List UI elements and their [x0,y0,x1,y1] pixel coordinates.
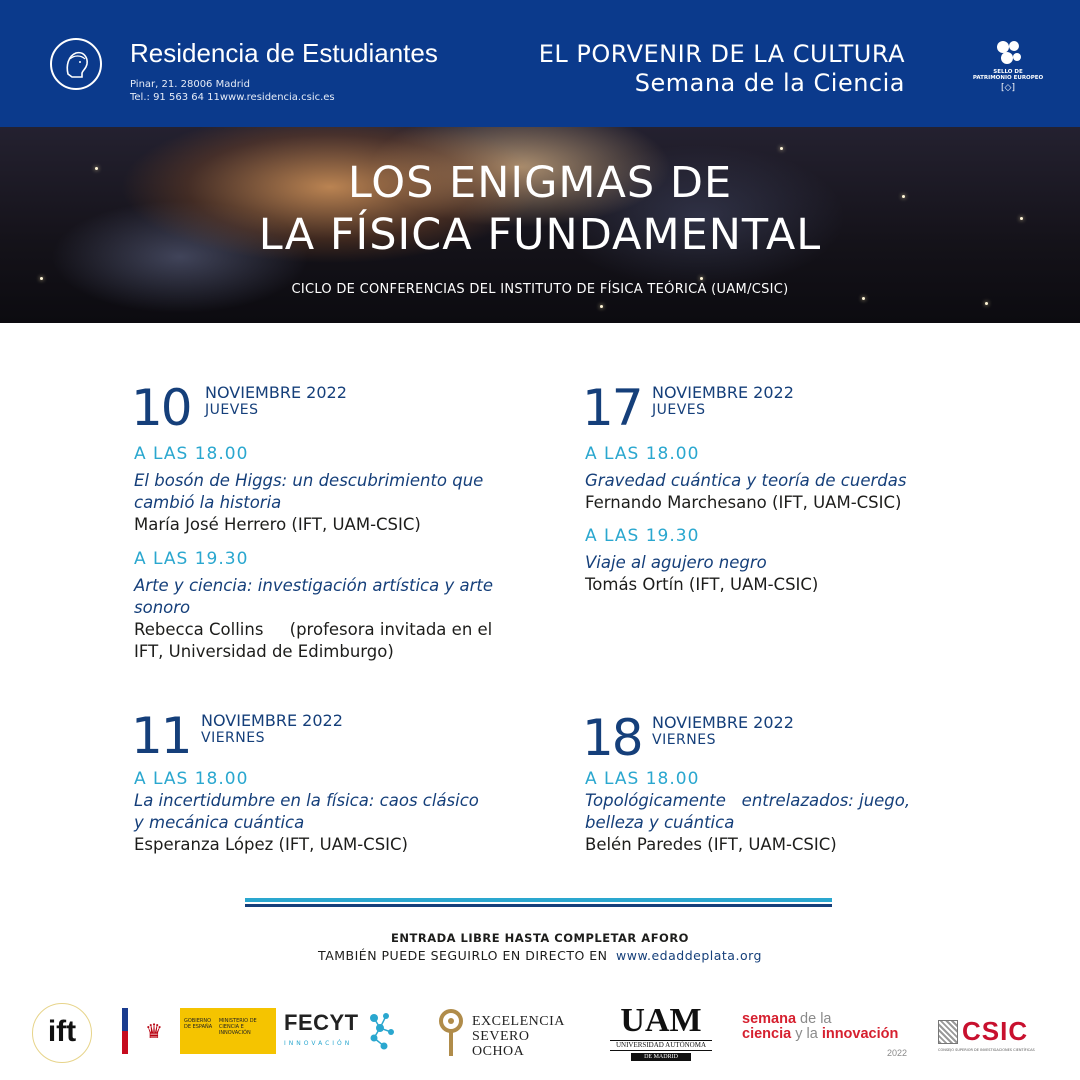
severo-ochoa-logo [438,1008,573,1060]
event-month: NOVIEMBRE 2022 [652,713,794,732]
talk-speaker: Fernando Marchesano (IFT, UAM-CSIC) [585,493,902,512]
innovacion-word: innovación [821,1026,899,1042]
talk-title: El bosón de Higgs: un descubrimiento que cambió la historia [134,471,484,512]
star [40,277,43,280]
severo-line-1: EXCELENCIA [472,1014,565,1029]
talk-speaker: Belén Paredes (IFT, UAM-CSIC) [585,835,837,854]
talk-item [134,768,524,856]
talk-item [134,443,524,536]
event-day-11 [131,707,531,871]
event-weekday: JUEVES [652,402,706,418]
talk-time: A LAS 18.00 [134,769,249,789]
divider-rule [245,898,832,907]
event-day-number: 10 [131,379,191,437]
fecyt-wordmark: FECYT [284,1010,359,1035]
severo-ochoa-text [472,1014,565,1059]
star [700,277,703,280]
talk-speaker: Rebecca Collins (profesora invitada en el IFT, Universidad de Edimburgo) [134,620,498,661]
institution-address [130,78,335,104]
heritage-label-badge [968,38,1048,93]
institution-name: Residencia de Estudiantes [130,38,438,68]
event-month: NOVIEMBRE 2022 [201,711,343,730]
talk-item [585,768,975,856]
talk-speaker: Esperanza López (IFT, UAM-CSIC) [134,835,408,854]
csic-wordmark: CSIC [962,1016,1029,1046]
stream-link[interactable]: www.edaddeplata.org [616,948,762,963]
residencia-logo [50,38,102,90]
semana-word: semana [742,1011,797,1027]
uam-wordmark: UAM [620,1002,702,1039]
event-day-number: 17 [582,379,642,437]
talk-title: Topológicamente entrelazados: juego, belleza y cuántica [585,791,916,832]
talk-title: Viaje al agujero negro [585,553,767,572]
uam-city: DE MADRID [631,1053,691,1061]
semana-connector-2: y la [795,1026,818,1042]
fecyt-tagline: INNOVACIÓN [284,1040,353,1047]
severo-ochoa-emblem-icon [438,1008,464,1060]
stream-note [0,948,1080,963]
uam-logo [610,1004,712,1060]
csic-crest-icon [938,1020,958,1044]
event-day-17 [582,379,982,613]
ministerio-label: MINISTERIO DE CIENCIA E INNOVACIÓN [218,1018,257,1036]
semana-connector: de la [800,1011,832,1027]
talk-time: A LAS 18.00 [585,444,700,464]
talk-item [134,548,524,663]
talk-time: A LAS 18.00 [134,444,249,464]
hero-banner [0,127,1080,323]
athena-head-icon [54,42,98,86]
badge-line-2: PATRIMONIO EUROPEO [972,75,1044,81]
address-line: Pinar, 21. 28006 Madrid [130,79,250,90]
event-weekday: VIERNES [652,732,716,748]
contact-line: Tel.: 91 563 64 11www.residencia.csic.es [130,92,335,103]
talk-speaker: María José Herrero (IFT, UAM-CSIC) [134,515,421,534]
event-weekday: VIERNES [201,730,265,746]
spain-coat-of-arms-icon: ♛ [128,1008,180,1054]
event-day-number: 18 [582,709,642,767]
event-month: NOVIEMBRE 2022 [205,383,347,402]
event-month: NOVIEMBRE 2022 [652,383,794,402]
severo-line-2: SEVERO [472,1029,530,1044]
gobierno-logo [122,1008,276,1054]
semana-year: 2022 [886,1048,907,1058]
header-bar [0,0,1080,127]
badge-line-1: SELLO DE [993,69,1023,75]
star [862,297,865,300]
fecyt-logo [284,1010,396,1054]
ift-logo: ift [32,1003,92,1063]
ministry-label [180,1008,276,1054]
talk-time: A LAS 18.00 [585,769,700,789]
star [780,147,783,150]
talk-title: Gravedad cuántica y teoría de cuerdas [585,471,907,490]
event-day-10 [131,379,531,673]
talk-title: Arte y ciencia: investigación artística y arte sonoro [134,576,493,617]
talk-time: A LAS 19.30 [585,526,700,546]
severo-line-3: OCHOA [472,1044,525,1059]
semana-ciencia-logo [742,1012,912,1060]
banner-title [0,157,1080,261]
stream-text: TAMBIÉN PUEDE SEGUIRLO EN DIRECTO EN [318,948,608,963]
csic-logo [938,1016,1052,1054]
csic-fullname: CONSEJO SUPERIOR DE INVESTIGACIONES CIENTÍFICAS [938,1048,1035,1052]
talk-time: A LAS 19.30 [134,549,249,569]
heritage-flower-icon [993,38,1023,66]
gobierno-label: GOBIERNO DE ESPAÑA [184,1018,213,1030]
star [600,305,603,308]
talk-title: La incertidumbre en la física: caos clásico y mecánica cuántica [134,791,479,832]
series-subtitle: Semana de la Ciencia [634,69,905,97]
star [985,302,988,305]
admission-note: ENTRADA LIBRE HASTA COMPLETAR AFORO [391,931,689,945]
banner-title-line-1: LOS ENIGMAS DE [347,158,733,208]
molecule-icon [366,1010,396,1054]
series-title: EL PORVENIR DE LA CULTURA [538,40,905,68]
badge-mark-icon: [◇] [1001,83,1015,93]
banner-subtitle: CICLO DE CONFERENCIAS DEL INSTITUTO DE FÍSICA TEÓRICA (UAM/CSIC) [291,282,789,297]
talk-speaker: Tomás Ortín (IFT, UAM-CSIC) [585,575,819,594]
event-day-number: 11 [131,707,191,765]
uam-name: UNIVERSIDAD AUTÓNOMA [610,1040,712,1051]
ciencia-word: ciencia [742,1026,792,1042]
banner-title-line-2: LA FÍSICA FUNDAMENTAL [258,210,822,260]
talk-item [585,443,975,514]
series-heading [539,40,905,98]
event-weekday: JUEVES [205,402,259,418]
talk-item [585,525,975,596]
event-day-18 [582,709,982,873]
